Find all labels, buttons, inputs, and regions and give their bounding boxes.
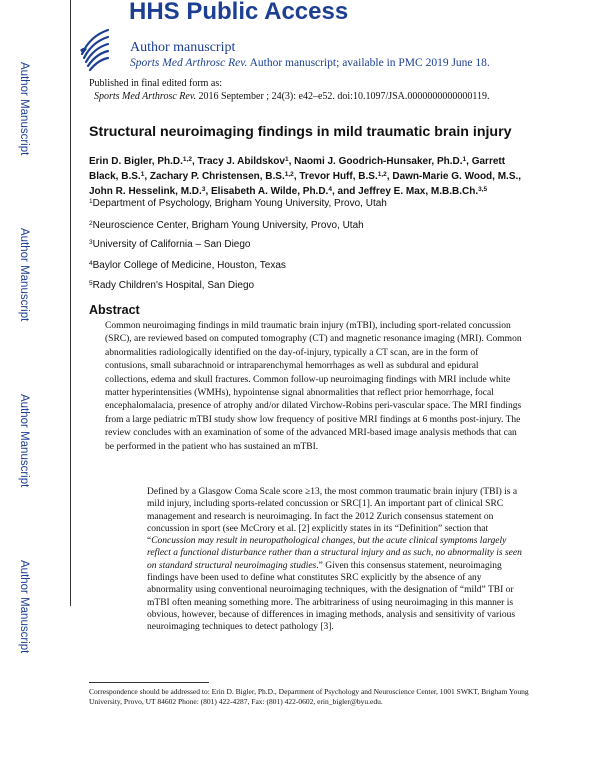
header-journal: Sports Med Arthrosc Rev. (130, 57, 248, 69)
author-separator: , (518, 171, 522, 182)
author-affiliation-marker: 1,2 (377, 170, 387, 178)
author-name: Dawn-Marie G. Wood, M.S. (392, 171, 519, 182)
author-affiliation-marker: 1 (284, 155, 289, 163)
margin-rule (70, 0, 71, 606)
affiliation-number: 4 (89, 259, 93, 267)
repository-title: HHS Public Access (129, 0, 349, 25)
author-separator: , (144, 171, 150, 182)
side-label-author-manuscript: Author Manuscript (18, 560, 30, 654)
author-name: Tracy J. Abildskov (197, 156, 285, 167)
author-affiliation-marker: 3 (201, 185, 206, 193)
affiliation-text: Neuroscience Center, Brigham Young University, Provo, Utah (92, 220, 364, 231)
author-name: Zachary P. Christensen, B.S. (149, 171, 285, 182)
author-affiliation-marker: 4 (328, 185, 332, 193)
publication-details: 2016 September ; 24(3): e42–e52. doi:10.1097/JSA.0000000000000119. (198, 91, 490, 102)
affiliation-number: 5 (89, 279, 93, 287)
side-label-author-manuscript: Author Manuscript (18, 62, 30, 156)
published-in-label: Published in final edited form as: (89, 78, 223, 89)
author-separator: , (288, 156, 295, 167)
side-label-author-manuscript: Author Manuscript (18, 228, 30, 322)
affiliation (89, 220, 364, 231)
author-name: Erin D. Bigler, Ph.D. (89, 156, 183, 167)
affiliation-text: Rady Children's Hospital, San Diego (92, 280, 255, 291)
affiliation-number: 1 (89, 197, 93, 205)
affiliation (89, 260, 286, 271)
publication-citation (94, 91, 490, 102)
affiliation (89, 198, 387, 209)
body-paragraph (147, 486, 527, 634)
affiliation-text: Baylor College of Medicine, Houston, Texas (92, 260, 286, 271)
manuscript-status: Author manuscript (130, 40, 236, 55)
affiliation (89, 239, 250, 250)
author-affiliation-marker: 1,2 (284, 170, 294, 178)
correspondence-footnote: Correspondence should be addressed to: Erin D. Bigler, Ph.D., Department of Psychology and Neuroscience Center, 1001 SWKT, Brigham Young University, Provo, UT 84602 Phone: (801) 422-4287, Fax: (801) 422-0602, erin_bigler@byu.edu. (89, 687, 529, 706)
author-name: Trevor Huff, B.S. (299, 171, 378, 182)
header-availability: Author manuscript; available in PMC 2019 June 18. (249, 57, 490, 69)
author-separator: , (293, 171, 300, 182)
abstract-heading: Abstract (89, 303, 140, 317)
affiliation (89, 280, 254, 291)
author-name: Garrett Black, B.S. (89, 156, 506, 182)
author-separator: , (386, 171, 393, 182)
affiliation-text: University of California – San Diego (92, 239, 251, 250)
abstract-text: Common neuroimaging findings in mild traumatic brain injury (mTBI), including sport-related concussion (SRC), are reviewed based on computed tomography (CT) and magnetic resonance imaging (MRI). Common abnormalities radiologically identified on the day-of-injury, typically a CT scan, are in the form of contusions, small subarachnoid or intraparenchymal hemorrhages as well as subdural and epidural collections, edema and skull fractures. Common follow-up neuroimaging findings with MRI include white matter hyperintensities (WMHs), hypointense signal abnormalities that reflect prior hemorrhage, focal encephalomalacia, presence of atrophy and/or dilated Virchow-Robins peri-vascular space. The MRI findings from a large pediatric mTBI study show low frequency of positive MRI findings at 6 months post-injury. The review concludes with an examination of some of the advanced MRI-based image analysis methods that can be performed in the patient who has sustained an mTBI. (105, 321, 522, 452)
author-affiliation-marker: 1,2 (182, 155, 192, 163)
side-label-author-manuscript: Author Manuscript (18, 394, 30, 488)
author-name: Elisabeth A. Wilde, Ph.D. (211, 186, 329, 197)
header-citation (130, 57, 490, 69)
author-separator: , (191, 156, 198, 167)
body-text-after-quote: .” Given this consensus statement, neuroimaging findings have been used to define what constitutes SRC explicitly by the absence of any abnormality using conventional neuroimaging techniques, with the designation of “mild” TBI or mTBI often meaning something more. The arbitrariness of using neuroimaging in this manner is obvious, however, because of differences in imaging methods, analysis and sensitivity of various neuroimaging techniques to detect pathology [3]. (147, 560, 516, 633)
author-list (89, 155, 529, 200)
author-separator: , (205, 186, 211, 197)
affiliation-number: 3 (89, 238, 93, 246)
author-affiliation-marker: 3,5 (478, 185, 488, 193)
author-affiliation-marker: 1 (462, 155, 467, 163)
body-text-before-quote: Defined by a Glasgow Coma Scale score ≥13, the most common traumatic brain injury (TBI) is a mild injury, including sports-related concussion or SRC[1]. An important part of clinical SRC management and research is neuroimaging. In fact the 2012 Zurich consensus statement on concussion in sport (see McCrory et al. [2] explicitly states in its “Definition” section that “ (147, 487, 518, 547)
affiliation-number: 2 (89, 219, 93, 227)
author-affiliation-marker: 1 (140, 170, 145, 178)
hhs-eagle-logo-icon (78, 24, 112, 72)
author-separator: , (466, 156, 472, 167)
affiliation-text: Department of Psychology, Brigham Young University, Provo, Utah (92, 198, 387, 209)
footnote-rule (89, 682, 209, 683)
author-name: Jeffrey E. Max, M.B.B.Ch. (358, 186, 479, 197)
author-name: John R. Hesselink, M.D. (89, 186, 202, 197)
author-separator: , and (331, 186, 359, 197)
consensus-quote: Concussion may result in neuropathological changes, but the acute clinical symptoms largely reflect a functional disturbance rather than a structural injury and as such, no abnormality is seen on standard structural neuroimaging studies (147, 536, 522, 571)
article-title: Structural neuroimaging findings in mild traumatic brain injury (89, 124, 512, 140)
publication-journal: Sports Med Arthrosc Rev. (94, 91, 197, 102)
author-name: Naomi J. Goodrich-Hunsaker, Ph.D. (294, 156, 463, 167)
